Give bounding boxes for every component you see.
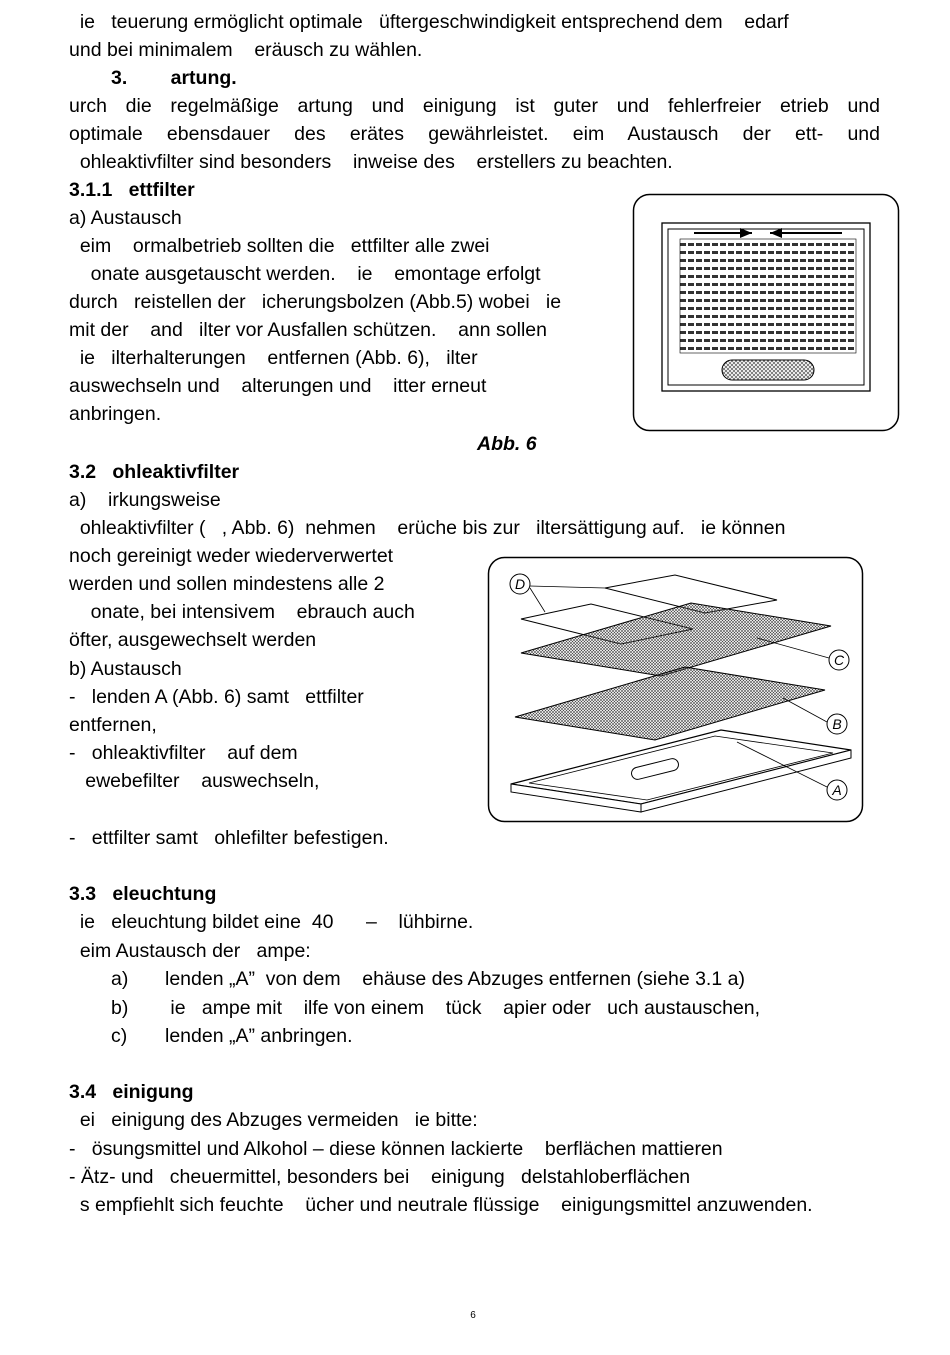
section-311-sub: a) Austausch	[69, 207, 182, 229]
hood-filter-illustration	[632, 193, 900, 433]
intro-line-2: und bei minimalem eräusch zu wählen.	[69, 39, 423, 61]
section-3-line-3: ohleaktivfilter sind besonders inweise des erstellers zu beachten.	[69, 151, 673, 173]
section-32-last-line: - ettfilter samt ohlefilter befestigen.	[69, 827, 389, 849]
section-3-line-1: urch die regelmäßige artung und einigung ist guter und fehlerfreier etrieb und	[69, 95, 880, 117]
list-item-text: lenden „A” von dem ehäuse des Abzuges entfernen (siehe 3.1 a)	[165, 968, 745, 990]
section-33-heading: 3.3 eleuchtung	[69, 883, 217, 905]
section-32-line: noch gereinigt weder wiederverwertet	[69, 545, 394, 567]
section-32-line: entfernen,	[69, 714, 157, 736]
section-311-line: onate ausgetauscht werden. ie emontage erfolgt	[69, 263, 541, 285]
figure-label-b: B	[832, 716, 842, 732]
section-311-line: auswechseln und alterungen und itter erneut	[69, 375, 487, 397]
section-32-line: - ohleaktivfilter auf dem	[69, 742, 298, 764]
list-marker: a)	[111, 968, 129, 990]
section-311-line: ie ilterhalterungen entfernen (Abb. 6), ilter	[69, 347, 478, 369]
figure-label-c: C	[833, 652, 845, 668]
intro-line-1: ie teuerung ermöglicht optimale üftergeschwindigkeit entsprechend dem edarf	[69, 11, 789, 33]
section-33-line-2: eim Austausch der ampe:	[69, 940, 311, 962]
filter-assembly-illustration	[487, 556, 865, 824]
section-32-line: öfter, ausgewechselt werden	[69, 629, 317, 651]
figure-label-a: A	[832, 782, 842, 798]
figure-label-d: D	[514, 576, 526, 592]
section-32-sub-b: b) Austausch	[69, 658, 182, 680]
section-311-heading: 3.1.1 ettfilter	[69, 179, 195, 201]
section-34-line: - Ätz- und cheuermittel, besonders bei einigung delstahloberflächen	[69, 1166, 691, 1188]
section-32-line: werden und sollen mindestens alle 2	[69, 573, 385, 595]
section-32-heading: 3.2 ohleaktivfilter	[69, 461, 240, 483]
section-32-line: onate, bei intensivem ebrauch auch	[69, 601, 415, 623]
section-34-line: - ösungsmittel und Alkohol – diese können lackierte berflächen mattieren	[69, 1138, 723, 1160]
section-32-sub-a: a) irkungsweise	[69, 489, 221, 511]
list-item-text: ie ampe mit ilfe von einem tück apier oder uch austauschen,	[165, 997, 761, 1019]
section-3-heading: 3. artung.	[111, 67, 237, 89]
section-311-line: durch reistellen der icherungsbolzen (Abb.5) wobei ie	[69, 291, 562, 313]
section-311-line: anbringen.	[69, 403, 162, 425]
section-32-line: ohleaktivfilter ( , Abb. 6) nehmen erüche bis zur iltersättigung auf. ie können	[69, 517, 786, 539]
figure-caption: Abb. 6	[477, 433, 537, 455]
page-number: 6	[470, 1310, 476, 1321]
list-item-text: lenden „A” anbringen.	[165, 1025, 353, 1047]
section-3-line-2: optimale ebensdauer des erätes gewährleistet. eim Austausch der ett- und	[69, 123, 880, 145]
section-33-line-1: ie eleuchtung bildet eine 40 – lühbirne.	[69, 911, 474, 933]
list-marker: c)	[111, 1025, 128, 1047]
section-34-line: s empfiehlt sich feuchte ücher und neutrale flüssige einigungsmittel anzuwenden.	[69, 1194, 813, 1216]
section-34-line: ei einigung des Abzuges vermeiden ie bitte:	[69, 1109, 478, 1131]
section-32-line: ewebefilter auswechseln,	[69, 770, 320, 792]
section-311-line: mit der and ilter vor Ausfallen schützen. ann sollen	[69, 319, 547, 341]
section-32-line: - lenden A (Abb. 6) samt ettfilter	[69, 686, 364, 708]
list-marker: b)	[111, 997, 129, 1019]
section-311-line: eim ormalbetrieb sollten die ettfilter alle zwei	[69, 235, 490, 257]
section-34-heading: 3.4 einigung	[69, 1081, 194, 1103]
